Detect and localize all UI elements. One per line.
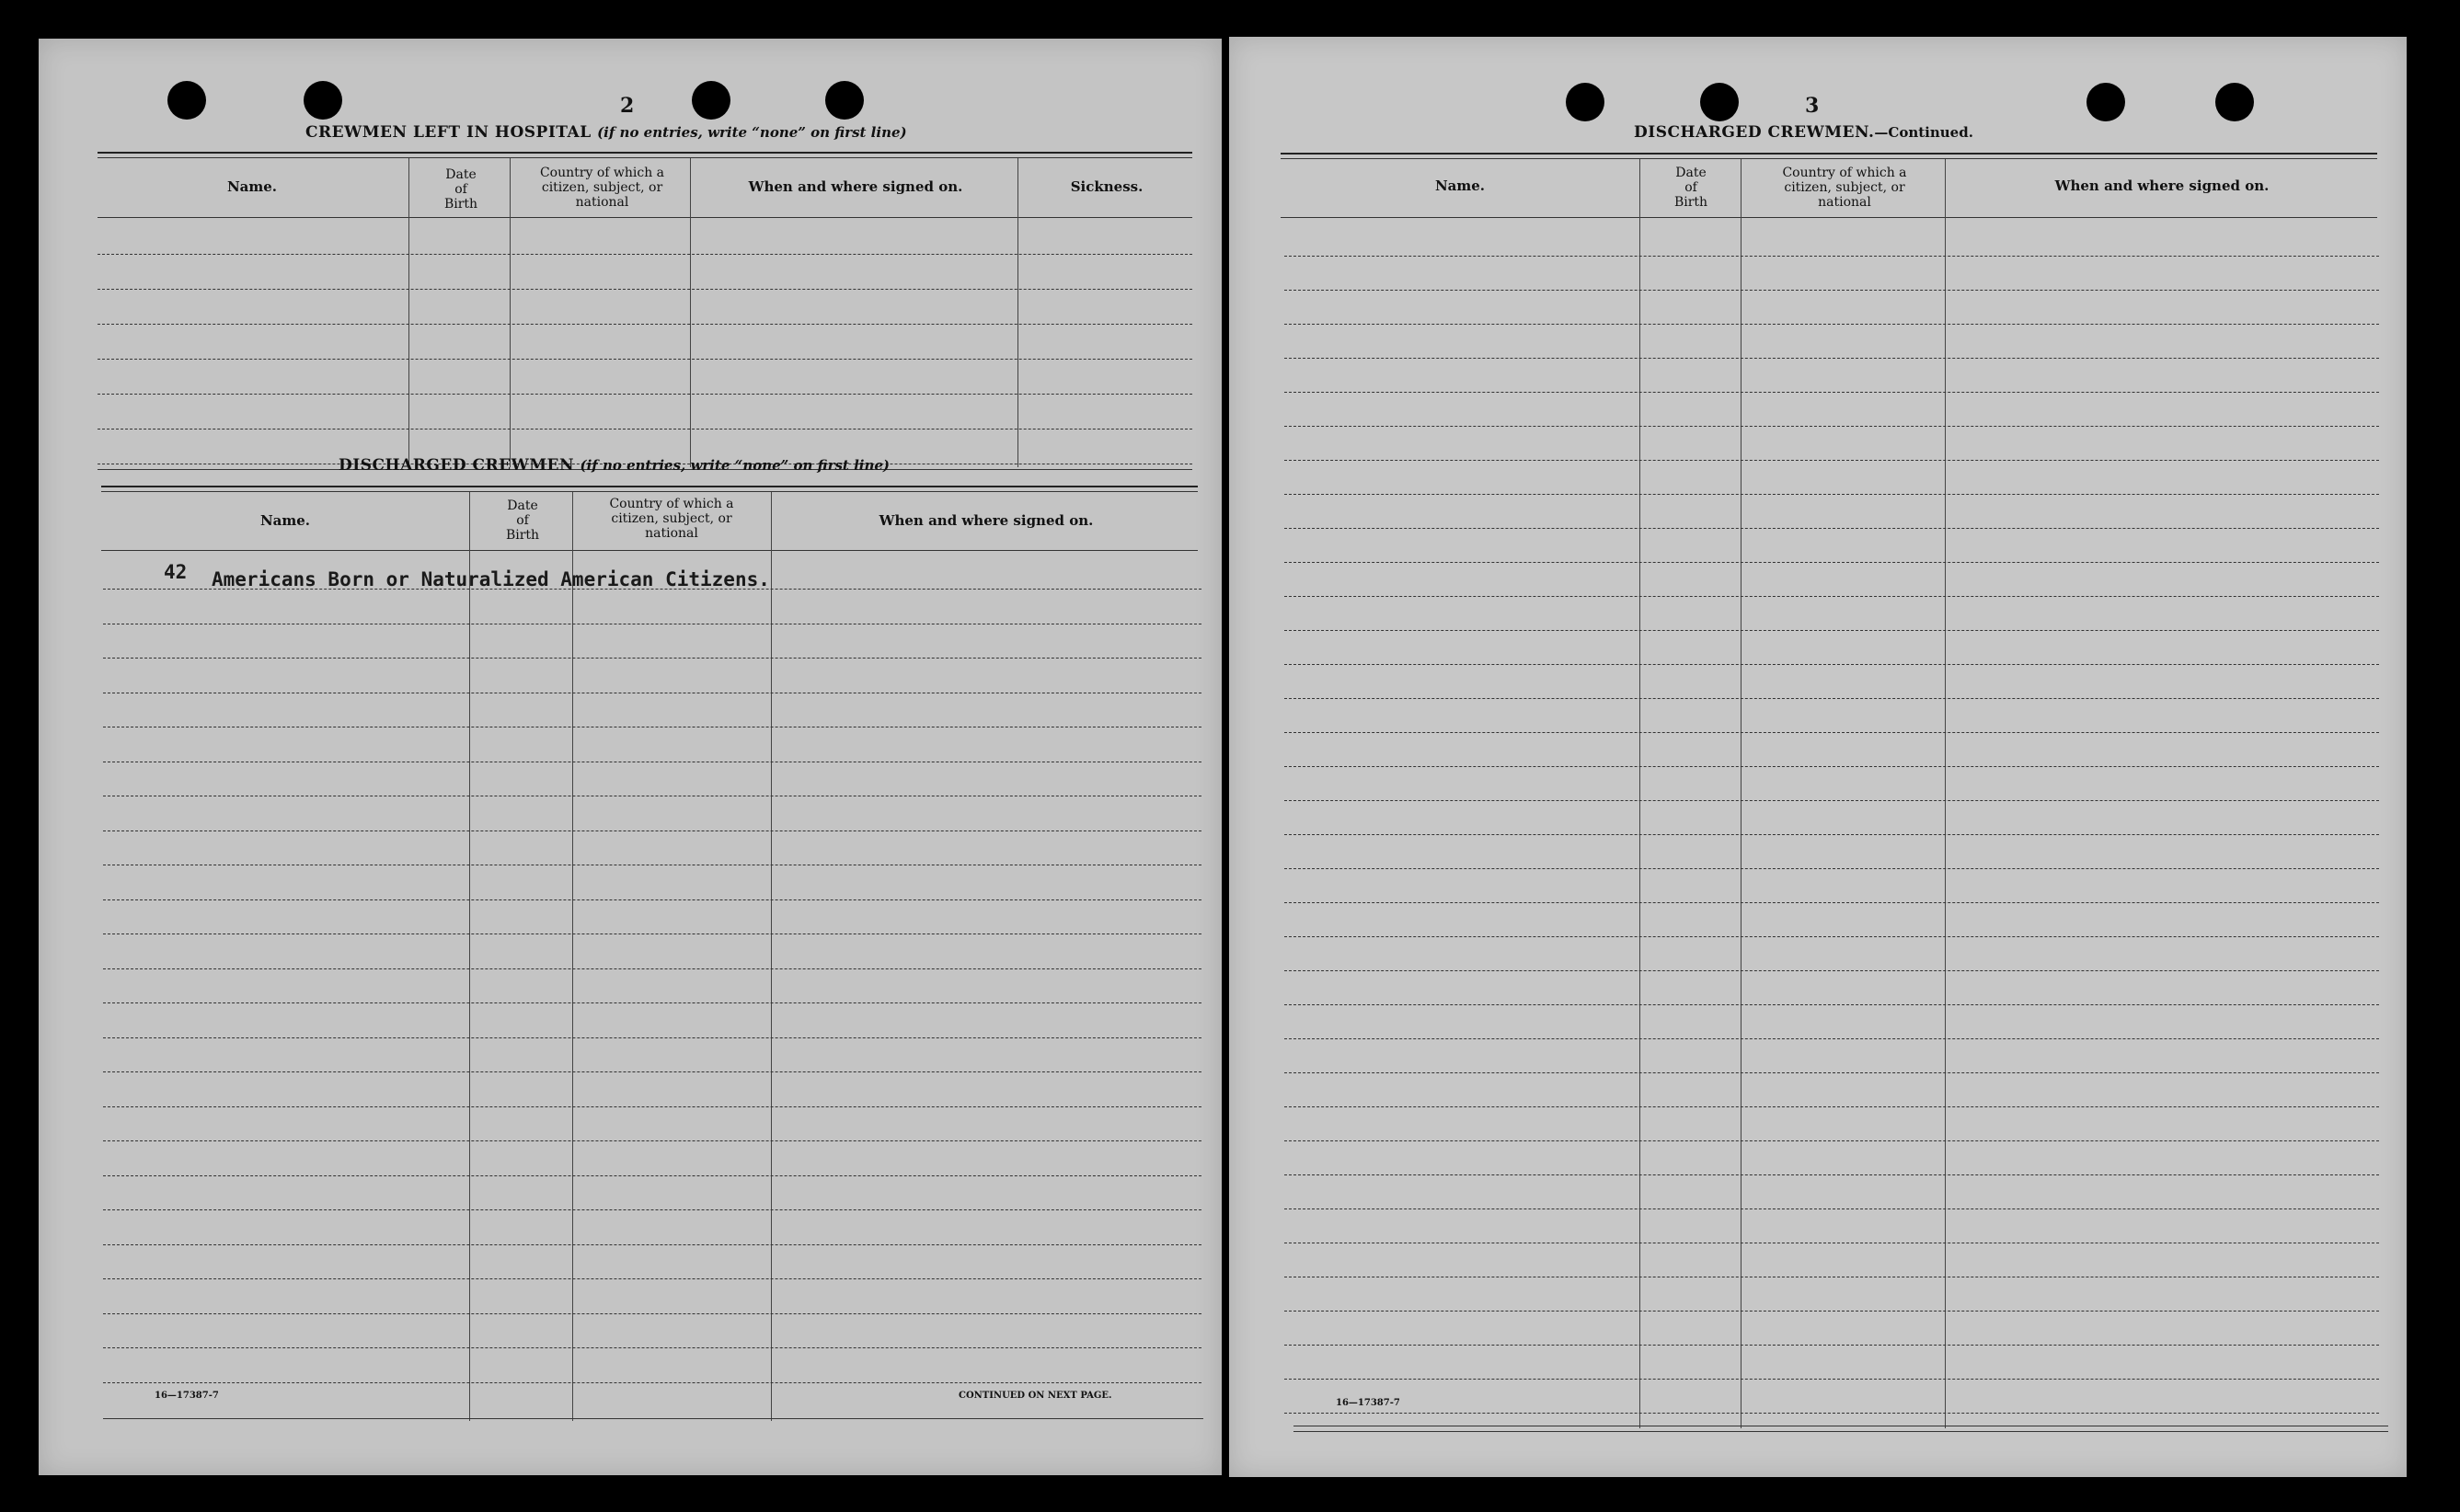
page-number: 3 bbox=[1805, 94, 1820, 118]
dob-line: Birth bbox=[1673, 195, 1708, 210]
discharged-header-rule bbox=[101, 550, 1198, 551]
entry-line bbox=[1284, 358, 2379, 359]
hospital-top-rule bbox=[98, 152, 1192, 154]
right-col-name: Name. bbox=[1434, 178, 1486, 194]
entry-line bbox=[1284, 562, 2379, 563]
entry-line bbox=[1284, 1038, 2379, 1039]
entry-line bbox=[103, 1313, 1201, 1314]
entry-line bbox=[1284, 630, 2379, 631]
entry-line bbox=[1284, 664, 2379, 665]
entry-line bbox=[103, 1175, 1201, 1176]
entry-line bbox=[1284, 1208, 2379, 1209]
right-title-suffix: —Continued. bbox=[1874, 124, 1973, 141]
entry-line bbox=[103, 1071, 1201, 1072]
dob-line: Birth bbox=[443, 197, 478, 212]
entry-line bbox=[1284, 1311, 2379, 1312]
entry-line bbox=[98, 394, 1192, 395]
right-header-rule bbox=[1281, 217, 2377, 218]
entry-line bbox=[98, 324, 1192, 325]
right-page bbox=[1229, 37, 2407, 1477]
country-line: national bbox=[645, 526, 698, 541]
column-divider bbox=[1639, 159, 1640, 1428]
right-top-rule-2 bbox=[1281, 158, 2377, 159]
entry-line bbox=[1284, 596, 2379, 597]
entry-line bbox=[1284, 834, 2379, 835]
country-line: citizen, subject, or bbox=[541, 180, 663, 195]
continued-note: CONTINUED ON NEXT PAGE. bbox=[959, 1391, 1112, 1401]
form-number: 16—17387-7 bbox=[1336, 1398, 1400, 1408]
country-line: Country of which a bbox=[609, 497, 734, 511]
right-title-text: DISCHARGED CREWMEN. bbox=[1634, 123, 1875, 142]
hospital-col-name: Name. bbox=[226, 178, 278, 195]
entry-line bbox=[1284, 1106, 2379, 1107]
entry-line bbox=[98, 289, 1192, 290]
entry-line bbox=[103, 1002, 1201, 1003]
entry-line bbox=[103, 1106, 1201, 1107]
entry-line bbox=[1284, 1174, 2379, 1175]
punch-hole bbox=[167, 81, 206, 120]
punch-hole bbox=[1700, 83, 1739, 121]
left-page bbox=[39, 39, 1222, 1475]
discharged-title-note: (if no entries, write “none” on first line) bbox=[580, 457, 891, 474]
punch-hole bbox=[2086, 83, 2125, 121]
right-bottom-rule-2 bbox=[1293, 1431, 2388, 1432]
entry-line bbox=[1284, 936, 2379, 937]
right-top-rule bbox=[1281, 153, 2377, 155]
hospital-col-country bbox=[512, 166, 692, 210]
hospital-title-text: CREWMEN LEFT IN HOSPITAL bbox=[305, 123, 592, 142]
entry-line bbox=[1284, 800, 2379, 801]
column-divider bbox=[690, 158, 691, 467]
entry-line bbox=[1284, 1004, 2379, 1005]
punch-hole bbox=[304, 81, 342, 120]
entry-line bbox=[103, 1140, 1201, 1141]
entry-line bbox=[1284, 324, 2379, 325]
entry-line bbox=[103, 589, 1201, 590]
punch-hole bbox=[2215, 83, 2254, 121]
column-divider bbox=[408, 158, 409, 467]
entry-line bbox=[1284, 1072, 2379, 1073]
entry-line bbox=[103, 1382, 1201, 1383]
dob-line: Date bbox=[445, 167, 477, 182]
column-divider bbox=[469, 492, 470, 1421]
dob-line: Birth bbox=[505, 528, 540, 543]
entry-line bbox=[103, 1347, 1201, 1348]
entry-line bbox=[103, 1278, 1201, 1279]
column-divider bbox=[771, 492, 772, 1421]
entry-line bbox=[1284, 698, 2379, 699]
discharged-col-country bbox=[574, 497, 769, 541]
entry-line bbox=[1284, 1140, 2379, 1141]
entry-line bbox=[1284, 1345, 2379, 1346]
entry-line bbox=[1284, 766, 2379, 767]
discharged-title-text: DISCHARGED CREWMEN bbox=[339, 456, 575, 475]
entry-line bbox=[103, 658, 1201, 659]
entry-line bbox=[103, 968, 1201, 969]
discharged-col-name: Name. bbox=[259, 512, 311, 529]
punch-hole bbox=[692, 81, 730, 120]
entry-text: Americans Born or Naturalized American Citizens. bbox=[212, 568, 770, 590]
dob-line: of bbox=[1684, 180, 1697, 195]
discharged-col-dob bbox=[473, 498, 572, 543]
entry-line bbox=[103, 1244, 1201, 1245]
country-line: national bbox=[1818, 195, 1871, 210]
entry-line bbox=[1284, 460, 2379, 461]
country-line: citizen, subject, or bbox=[611, 511, 732, 526]
entry-line bbox=[98, 359, 1192, 360]
right-col-signed: When and where signed on. bbox=[2054, 178, 2270, 194]
dob-line: Date bbox=[507, 498, 538, 513]
entry-line bbox=[103, 899, 1201, 900]
entry-line bbox=[1284, 732, 2379, 733]
right-section-title bbox=[1634, 123, 1973, 142]
entry-line bbox=[1284, 1379, 2379, 1380]
entry-line bbox=[1284, 494, 2379, 495]
country-line: Country of which a bbox=[539, 166, 665, 180]
form-number: 16—17387-7 bbox=[155, 1391, 219, 1401]
hospital-header-rule bbox=[98, 217, 1192, 218]
right-col-dob bbox=[1641, 166, 1741, 210]
entry-line bbox=[1284, 392, 2379, 393]
entry-line bbox=[103, 830, 1201, 831]
dob-line: of bbox=[454, 182, 467, 197]
column-divider bbox=[1945, 159, 1946, 1428]
entry-line bbox=[98, 429, 1192, 430]
entry-line bbox=[98, 254, 1192, 255]
page-number: 2 bbox=[620, 94, 635, 118]
entry-line bbox=[103, 1209, 1201, 1210]
punch-hole bbox=[825, 81, 864, 120]
entry-line bbox=[1284, 256, 2379, 257]
hospital-title-note: (if no entries, write “none” on first line) bbox=[597, 124, 907, 141]
dob-line: of bbox=[516, 513, 529, 528]
discharged-bottom-rule bbox=[103, 1418, 1203, 1419]
entry-line bbox=[1284, 528, 2379, 529]
hospital-top-rule-2 bbox=[98, 157, 1192, 158]
entry-line bbox=[1284, 290, 2379, 291]
hospital-col-dob bbox=[411, 167, 511, 212]
dob-line: Date bbox=[1675, 166, 1707, 180]
column-divider bbox=[1017, 158, 1018, 467]
entry-line bbox=[1284, 1413, 2379, 1414]
punch-hole bbox=[1566, 83, 1604, 121]
entry-line bbox=[1284, 426, 2379, 427]
country-line: citizen, subject, or bbox=[1784, 180, 1905, 195]
column-divider bbox=[510, 158, 511, 467]
column-divider bbox=[1741, 159, 1742, 1428]
entry-line bbox=[1284, 868, 2379, 869]
entry-line bbox=[103, 1037, 1201, 1038]
entry-line bbox=[1284, 902, 2379, 903]
country-line: Country of which a bbox=[1782, 166, 1907, 180]
discharged-top-rule-2 bbox=[101, 491, 1198, 492]
discharged-top-rule bbox=[101, 486, 1198, 487]
discharged-title bbox=[339, 456, 890, 475]
hospital-col-signed: When and where signed on. bbox=[748, 178, 963, 195]
discharged-col-signed: When and where signed on. bbox=[879, 512, 1094, 529]
hospital-col-sickness: Sickness. bbox=[1070, 178, 1144, 195]
column-divider bbox=[572, 492, 573, 1421]
hospital-section-title bbox=[305, 123, 907, 142]
entry-number: 42 bbox=[164, 561, 188, 583]
country-line: national bbox=[575, 195, 629, 210]
right-col-country bbox=[1744, 166, 1945, 210]
entry-line bbox=[1284, 970, 2379, 971]
